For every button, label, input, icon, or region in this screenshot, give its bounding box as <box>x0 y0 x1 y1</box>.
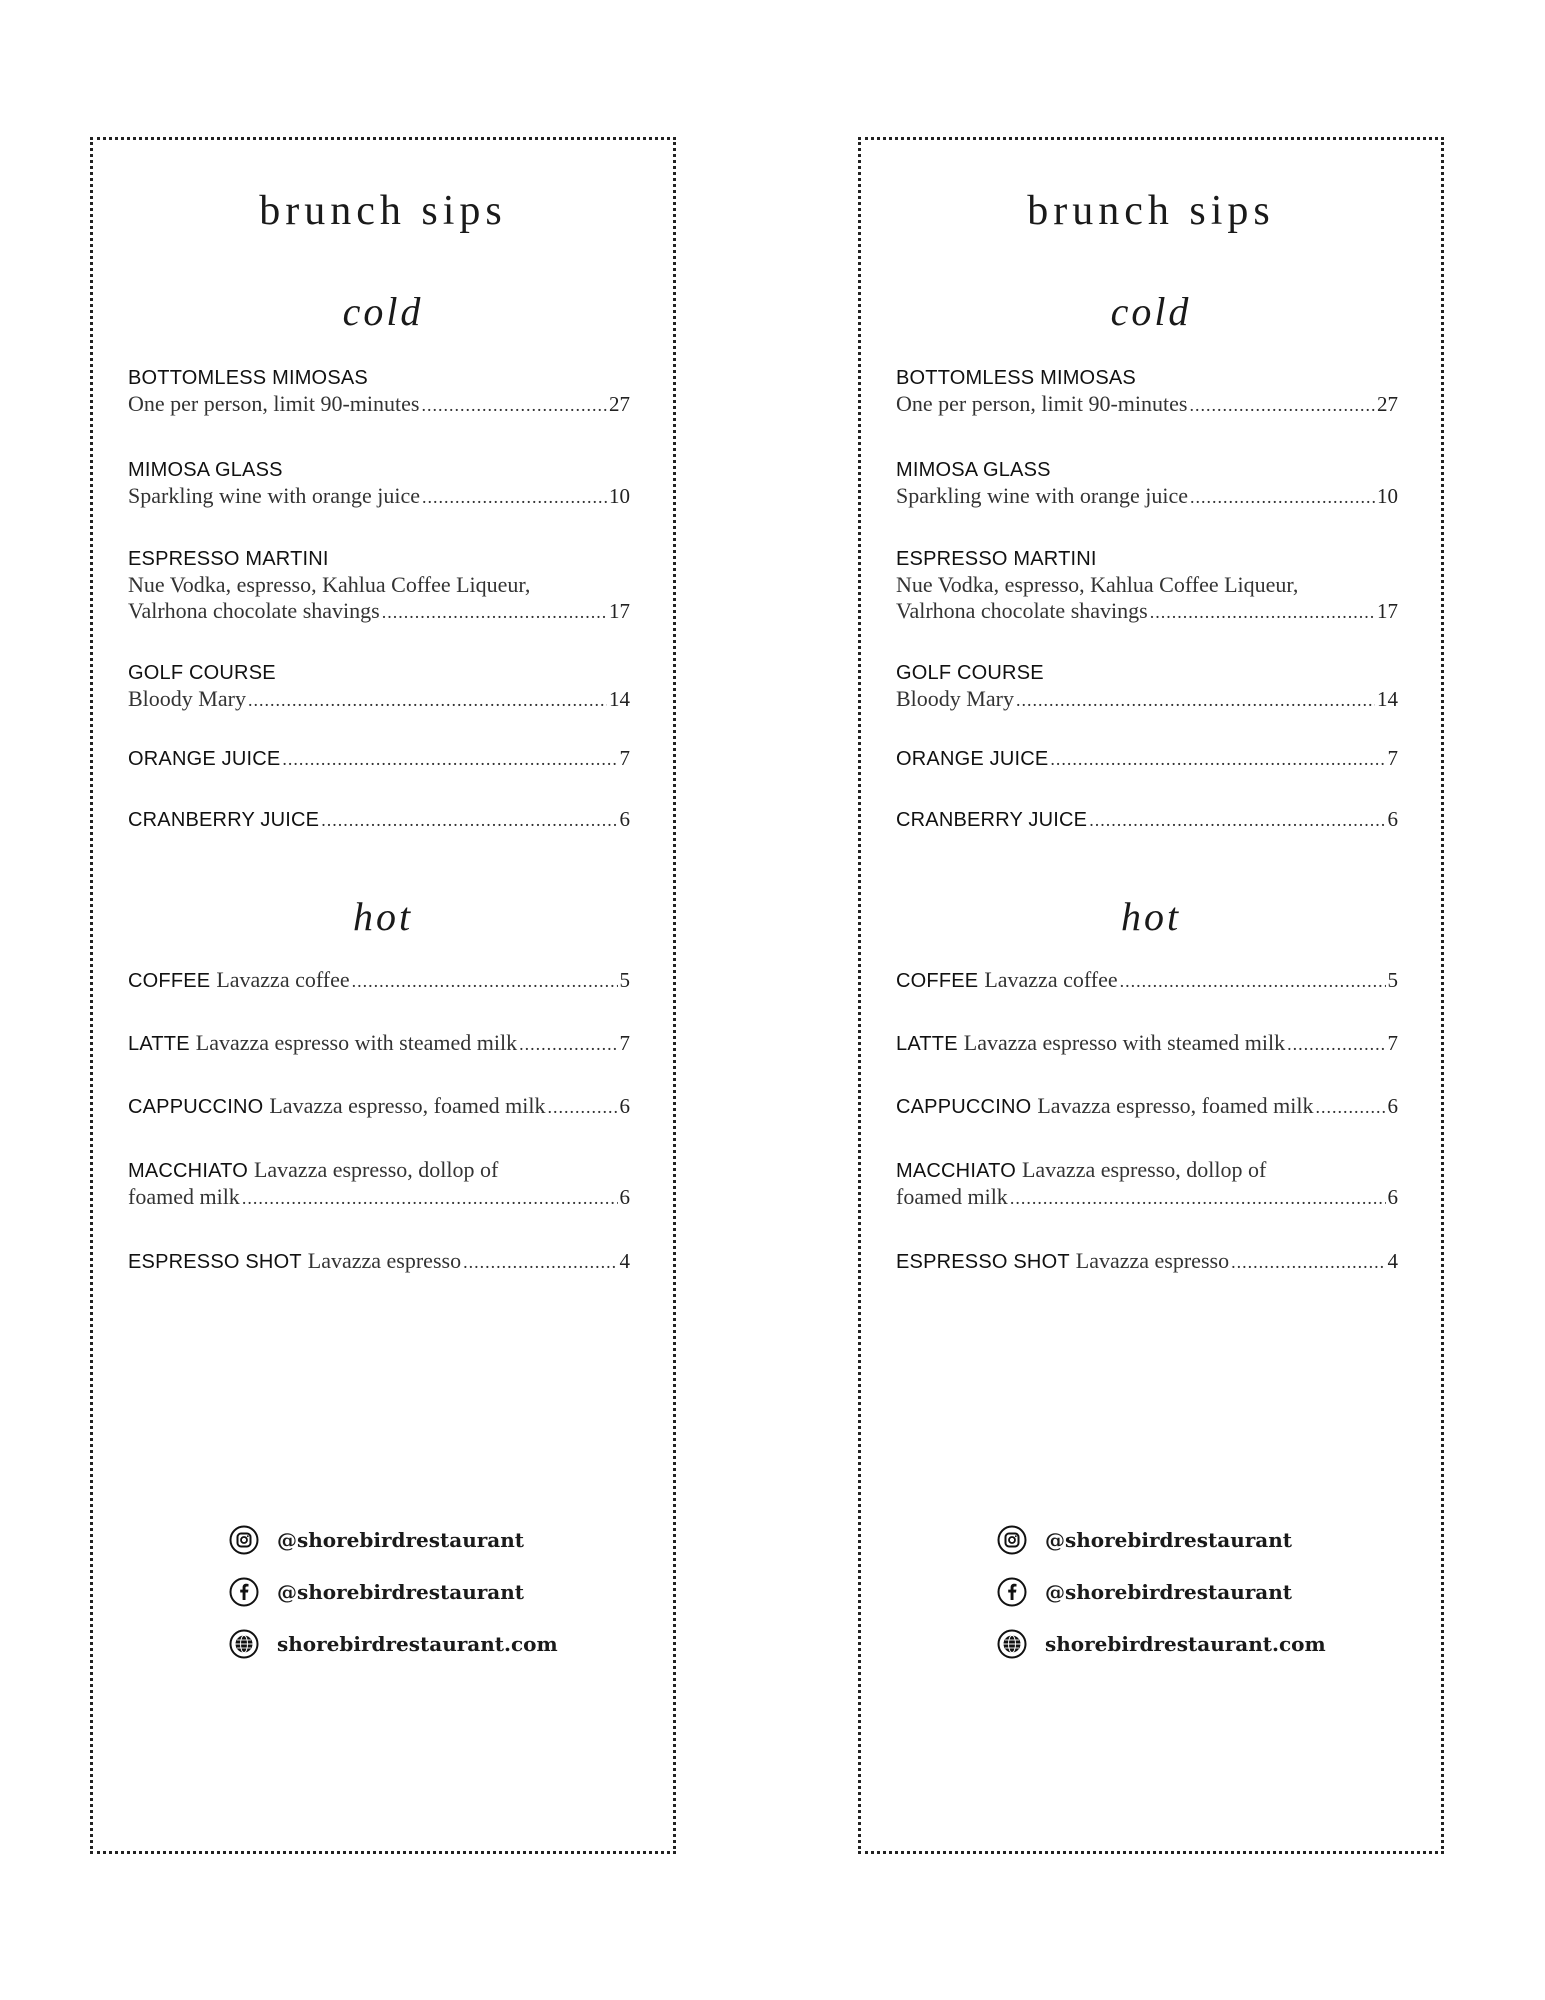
instagram-icon <box>997 1525 1027 1555</box>
item-price: 7 <box>1387 1031 1398 1055</box>
item-name: CRANBERRY JUICE <box>128 809 320 831</box>
item-price: 14 <box>609 687 630 711</box>
item-price: 17 <box>609 599 630 623</box>
item-name: ESPRESSO SHOT <box>128 1251 302 1273</box>
menu-item-espresso-martini <box>128 546 630 625</box>
item-description: Bloody Mary <box>128 686 246 711</box>
item-name: GOLF COURSE <box>896 662 1044 684</box>
item-name: ESPRESSO SHOT <box>896 1251 1070 1273</box>
menu-title: brunch sips <box>259 188 507 234</box>
item-name: LATTE <box>128 1033 190 1055</box>
social-instagram[interactable] <box>229 1523 524 1557</box>
social-label: shorebirdrestaurant.com <box>1045 1632 1326 1656</box>
social-instagram[interactable] <box>997 1523 1292 1557</box>
item-price: 14 <box>1377 687 1398 711</box>
item-price: 4 <box>619 1249 630 1273</box>
menu-item-espresso-martini <box>896 546 1398 625</box>
social-label: shorebirdrestaurant.com <box>277 1632 558 1656</box>
item-description: Lavazza espresso, foamed milk <box>1037 1093 1314 1118</box>
item-description: Sparkling wine with orange juice <box>896 483 1189 508</box>
item-price: 5 <box>619 968 630 992</box>
menu-card-right <box>858 137 1444 1854</box>
item-description: One per person, limit 90-minutes <box>128 391 420 416</box>
item-description-line1: Nue Vodka, espresso, Kahlua Coffee Liqueur, <box>128 572 531 597</box>
menu-item-orange-juice <box>896 745 1398 772</box>
item-name: MACCHIATO <box>896 1160 1016 1182</box>
item-name: BOTTOMLESS MIMOSAS <box>128 367 368 389</box>
menu-item-cappuccino <box>128 1093 630 1120</box>
item-description: Lavazza coffee <box>216 967 350 992</box>
item-name: ESPRESSO MARTINI <box>128 548 329 570</box>
item-price: 17 <box>1377 599 1398 623</box>
menu-item-espresso-shot <box>128 1248 630 1275</box>
item-name: CRANBERRY JUICE <box>896 809 1088 831</box>
item-price: 6 <box>619 807 630 831</box>
globe-icon <box>997 1629 1027 1659</box>
globe-icon <box>229 1629 259 1659</box>
item-description: Lavazza espresso <box>1075 1248 1230 1273</box>
item-name: MIMOSA GLASS <box>128 459 283 481</box>
social-website[interactable] <box>997 1627 1326 1661</box>
menu-card-left <box>90 137 676 1854</box>
item-description-line1: Nue Vodka, espresso, Kahlua Coffee Liqueur, <box>896 572 1299 597</box>
menu-item-cranberry-juice <box>128 806 630 833</box>
item-name: LATTE <box>896 1033 958 1055</box>
menu-item-golf-course <box>896 660 1398 713</box>
item-price: 6 <box>1387 1185 1398 1209</box>
menu-item-coffee <box>896 967 1398 994</box>
instagram-icon <box>229 1525 259 1555</box>
social-facebook[interactable] <box>229 1575 524 1609</box>
social-label: @shorebirdrestaurant <box>277 1528 525 1552</box>
item-name: ESPRESSO MARTINI <box>896 548 1097 570</box>
item-description-line1: Lavazza espresso, dollop of <box>253 1157 499 1182</box>
item-description: Lavazza espresso <box>307 1248 462 1273</box>
item-description-line2: foamed milk <box>896 1184 1008 1209</box>
section-title-cold: cold <box>1110 289 1192 334</box>
item-price: 27 <box>609 392 630 416</box>
menu-item-coffee <box>128 967 630 994</box>
social-website[interactable] <box>229 1627 558 1661</box>
menu-item-bottomless-mimosas <box>128 365 630 418</box>
item-price: 10 <box>609 484 630 508</box>
social-label: @shorebirdrestaurant <box>1045 1528 1293 1552</box>
section-title-cold: cold <box>342 289 424 334</box>
item-price: 4 <box>1387 1249 1398 1273</box>
item-description: Lavazza coffee <box>984 967 1118 992</box>
item-price: 7 <box>619 746 630 770</box>
item-description: Sparkling wine with orange juice <box>128 483 421 508</box>
section-title-hot: hot <box>1120 894 1182 939</box>
item-name: CAPPUCCINO <box>896 1096 1032 1118</box>
item-price: 7 <box>619 1031 630 1055</box>
item-price: 6 <box>1387 1094 1398 1118</box>
item-description: Lavazza espresso with steamed milk <box>963 1030 1286 1055</box>
item-description: Bloody Mary <box>896 686 1014 711</box>
menu-item-mimosa-glass <box>128 457 630 510</box>
menu-item-latte <box>128 1030 630 1057</box>
menu-item-orange-juice <box>128 745 630 772</box>
menu-title: brunch sips <box>1027 188 1275 234</box>
item-description-line1: Lavazza espresso, dollop of <box>1021 1157 1267 1182</box>
item-price: 27 <box>1377 392 1398 416</box>
menu-item-cappuccino <box>896 1093 1398 1120</box>
item-price: 6 <box>1387 807 1398 831</box>
menu-item-mimosa-glass <box>896 457 1398 510</box>
menu-item-espresso-shot <box>896 1248 1398 1275</box>
menu-item-golf-course <box>128 660 630 713</box>
social-facebook[interactable] <box>997 1575 1292 1609</box>
item-price: 7 <box>1387 746 1398 770</box>
item-name: ORANGE JUICE <box>128 748 281 770</box>
item-name: COFFEE <box>128 970 211 992</box>
item-description: Lavazza espresso with steamed milk <box>195 1030 518 1055</box>
item-description: Lavazza espresso, foamed milk <box>269 1093 546 1118</box>
facebook-icon <box>229 1577 259 1607</box>
menu-item-latte <box>896 1030 1398 1057</box>
item-name: COFFEE <box>896 970 979 992</box>
item-price: 6 <box>619 1185 630 1209</box>
item-name: GOLF COURSE <box>128 662 276 684</box>
item-description-line2: foamed milk <box>128 1184 240 1209</box>
menu-item-cranberry-juice <box>896 806 1398 833</box>
item-name: MIMOSA GLASS <box>896 459 1051 481</box>
item-price: 10 <box>1377 484 1398 508</box>
facebook-icon <box>997 1577 1027 1607</box>
item-description: One per person, limit 90-minutes <box>896 391 1188 416</box>
item-name: ORANGE JUICE <box>896 748 1049 770</box>
item-name: MACCHIATO <box>128 1160 248 1182</box>
menu-item-bottomless-mimosas <box>896 365 1398 418</box>
menu-item-macchiato <box>128 1157 630 1211</box>
item-price: 5 <box>1387 968 1398 992</box>
social-label: @shorebirdrestaurant <box>1045 1580 1293 1604</box>
social-label: @shorebirdrestaurant <box>277 1580 525 1604</box>
item-price: 6 <box>619 1094 630 1118</box>
item-description-line2: Valrhona chocolate shavings <box>128 598 380 623</box>
item-description-line2: Valrhona chocolate shavings <box>896 598 1148 623</box>
menu-item-macchiato <box>896 1157 1398 1211</box>
item-name: CAPPUCCINO <box>128 1096 264 1118</box>
section-title-hot: hot <box>352 894 414 939</box>
item-name: BOTTOMLESS MIMOSAS <box>896 367 1136 389</box>
